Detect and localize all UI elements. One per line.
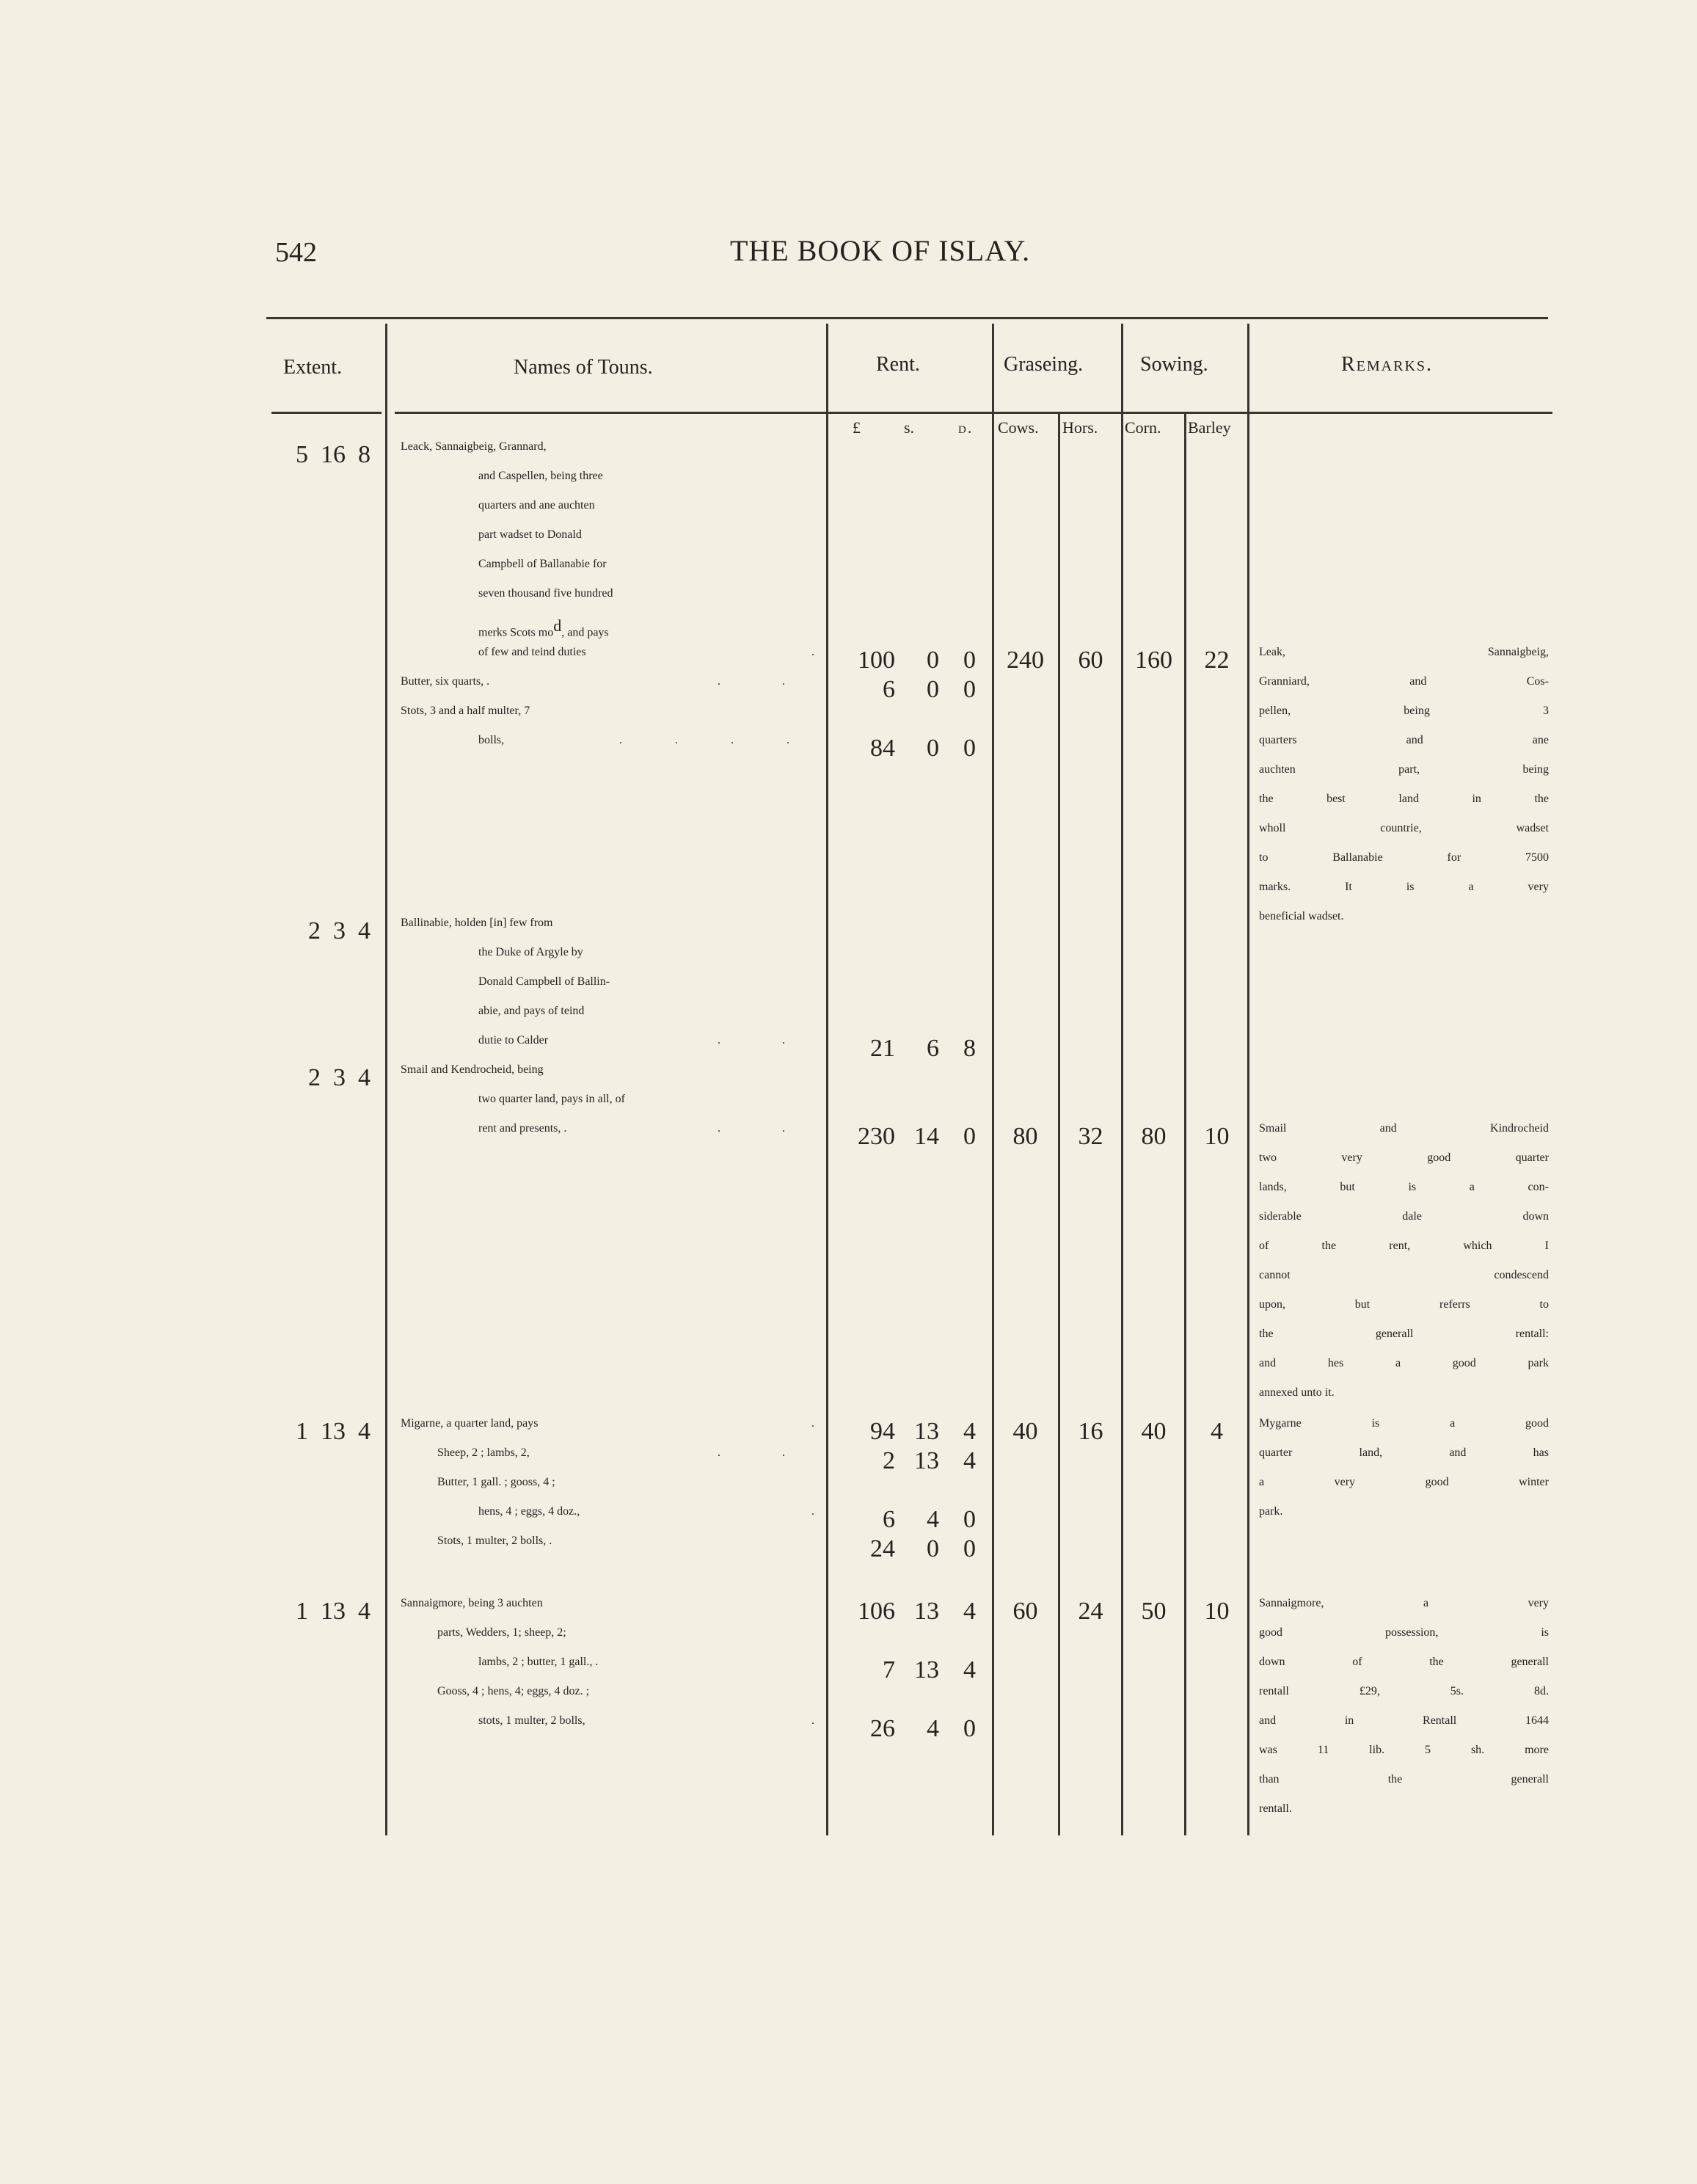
toun-line: Leack, Sannaigbeig, Grannard, bbox=[401, 440, 547, 453]
subhead-pence: d. bbox=[958, 418, 974, 437]
remark-word: £29, bbox=[1359, 1685, 1380, 1697]
rent-pounds: 94 bbox=[870, 1418, 895, 1445]
extent-value: 1 13 4 bbox=[296, 1598, 371, 1625]
rent-pence: 0 bbox=[963, 735, 976, 762]
remarks-block bbox=[1259, 1122, 1549, 1416]
rent-shillings: 13 bbox=[914, 1598, 939, 1625]
toun-line: Stots, 3 and a half multer, 7 bbox=[401, 705, 530, 717]
remark-line bbox=[1259, 1417, 1549, 1446]
subhead-shillings: s. bbox=[904, 418, 915, 437]
remark-word: very bbox=[1528, 1597, 1549, 1609]
remark-line bbox=[1259, 822, 1549, 851]
subhead-cows: Cows. bbox=[998, 418, 1039, 437]
remark-word: land bbox=[1398, 793, 1419, 805]
toun-line bbox=[401, 1714, 814, 1744]
rent-pounds: 6 bbox=[883, 1506, 895, 1533]
barley-value: 22 bbox=[1204, 647, 1230, 674]
remark-word: auchten bbox=[1259, 763, 1296, 776]
toun-line-text: stots, 1 multer, 2 bolls, bbox=[478, 1714, 585, 1727]
rent-pence: 4 bbox=[963, 1447, 976, 1474]
toun-entry bbox=[401, 1417, 814, 1564]
superscript: d bbox=[553, 616, 562, 635]
remark-word: park bbox=[1528, 1357, 1549, 1369]
remark-word: a bbox=[1423, 1597, 1429, 1609]
cows-value: 240 bbox=[1007, 647, 1044, 674]
remark-line bbox=[1259, 1626, 1549, 1656]
rent-pounds: 100 bbox=[858, 647, 895, 674]
col-sowing: Sowing. bbox=[1140, 353, 1208, 376]
remark-line bbox=[1259, 1744, 1549, 1773]
toun-line-text: bolls, bbox=[478, 734, 505, 746]
remark-line bbox=[1259, 675, 1549, 705]
remark-word: more bbox=[1525, 1744, 1549, 1756]
col-remarks: Remarks. bbox=[1341, 353, 1434, 376]
toun-line-text: , and pays bbox=[561, 626, 609, 639]
remark-line bbox=[1259, 1357, 1549, 1386]
rent-shillings: 14 bbox=[914, 1123, 939, 1150]
remarks-block bbox=[1259, 1597, 1549, 1832]
hors-value: 16 bbox=[1078, 1418, 1103, 1445]
remark-word: upon, bbox=[1259, 1298, 1285, 1311]
toun-line bbox=[401, 1034, 814, 1063]
hors-value: 60 bbox=[1078, 647, 1103, 674]
remark-word: and bbox=[1259, 1357, 1277, 1369]
rent-shillings: 4 bbox=[927, 1506, 939, 1533]
leader-dots: . . bbox=[718, 1446, 814, 1459]
remark-word: con- bbox=[1528, 1181, 1549, 1193]
rent-pounds: 106 bbox=[858, 1598, 895, 1625]
col-names: Names of Touns. bbox=[514, 356, 653, 379]
rent-shillings: 13 bbox=[914, 1447, 939, 1474]
rent-pounds: 2 bbox=[883, 1447, 895, 1474]
remark-word: very bbox=[1341, 1151, 1362, 1164]
toun-line: two quarter land, pays in all, of bbox=[478, 1093, 625, 1105]
rent-shillings: 6 bbox=[927, 1035, 939, 1062]
rent-shillings: 0 bbox=[927, 676, 939, 703]
subhead-barley: Barley bbox=[1188, 418, 1231, 437]
toun-entry bbox=[401, 1597, 814, 1744]
toun-line bbox=[401, 646, 814, 675]
toun-line: Campbell of Ballanabie for bbox=[478, 558, 607, 570]
rent-pence: 0 bbox=[963, 676, 976, 703]
remark-line bbox=[1259, 1773, 1549, 1802]
remark-word: and bbox=[1409, 675, 1427, 688]
rent-pence: 0 bbox=[963, 1123, 976, 1150]
remark-word: I bbox=[1544, 1240, 1549, 1252]
remark-word: good bbox=[1259, 1626, 1282, 1639]
remark-word: good bbox=[1425, 1476, 1449, 1488]
remark-word: in bbox=[1344, 1714, 1354, 1727]
toun-line: Sannaigmore, being 3 auchten bbox=[401, 1597, 543, 1609]
remark-word: but bbox=[1340, 1181, 1355, 1193]
remark-word: the bbox=[1534, 793, 1549, 805]
subhead-hors: Hors. bbox=[1062, 418, 1098, 437]
remark-line bbox=[1259, 1656, 1549, 1685]
remark-word: the bbox=[1259, 1328, 1274, 1340]
remark-word: for bbox=[1447, 851, 1461, 864]
toun-line-text: Migarne, a quarter land, pays bbox=[401, 1417, 539, 1430]
rent-pounds: 7 bbox=[883, 1656, 895, 1684]
remark-word: Sannaigbeig, bbox=[1487, 646, 1549, 658]
remark-word: in bbox=[1472, 793, 1481, 805]
toun-line: Smail and Kendrocheid, being bbox=[401, 1063, 544, 1076]
names-underline bbox=[395, 412, 1552, 414]
remark-word: pellen, bbox=[1259, 705, 1291, 717]
remark-word: best bbox=[1326, 793, 1346, 805]
remark-word: 5 bbox=[1425, 1744, 1431, 1756]
remark-word: marks. bbox=[1259, 881, 1291, 893]
remark-word: wholl bbox=[1259, 822, 1286, 834]
cows-value: 60 bbox=[1012, 1598, 1038, 1625]
corn-value: 40 bbox=[1141, 1418, 1167, 1445]
toun-line-text: rent and presents, . bbox=[478, 1122, 567, 1135]
toun-line bbox=[401, 1122, 814, 1151]
remark-line bbox=[1259, 763, 1549, 793]
remark-word: generall bbox=[1375, 1328, 1414, 1340]
remark-word: being bbox=[1522, 763, 1549, 776]
running-title: THE BOOK OF ISLAY. bbox=[730, 234, 1031, 267]
cows-value: 80 bbox=[1012, 1123, 1038, 1150]
remark-word: than bbox=[1259, 1773, 1280, 1786]
leader-dots: . bbox=[811, 1505, 814, 1518]
remark-line bbox=[1259, 1476, 1549, 1505]
extent-underline bbox=[271, 412, 382, 414]
remark-word: to bbox=[1539, 1298, 1549, 1311]
remark-word: generall bbox=[1511, 1773, 1549, 1786]
remark-word: Mygarne bbox=[1259, 1417, 1302, 1430]
subhead-pounds: £ bbox=[853, 418, 861, 437]
toun-line bbox=[401, 734, 814, 763]
toun-line: Ballinabie, holden [in] few from bbox=[401, 917, 553, 929]
remark-word: quarter bbox=[1259, 1446, 1293, 1459]
remark-word: is bbox=[1406, 881, 1415, 893]
remark-word: wadset bbox=[1516, 822, 1549, 834]
remark-word: very bbox=[1528, 881, 1549, 893]
toun-line: the Duke of Argyle by bbox=[478, 946, 583, 958]
corn-value: 160 bbox=[1135, 647, 1172, 674]
remark-line bbox=[1259, 1210, 1549, 1240]
remark-word: to bbox=[1259, 851, 1269, 864]
toun-line: abie, and pays of teind bbox=[478, 1005, 585, 1017]
remark-line bbox=[1259, 881, 1549, 910]
remark-line bbox=[1259, 1181, 1549, 1210]
col-extent: Extent. bbox=[283, 356, 343, 379]
remark-word: a bbox=[1450, 1417, 1456, 1430]
toun-line bbox=[401, 675, 814, 705]
remark-word: a bbox=[1468, 881, 1474, 893]
remark-word: winter bbox=[1519, 1476, 1549, 1488]
toun-line: Gooss, 4 ; hens, 4; eggs, 4 doz. ; bbox=[437, 1685, 590, 1697]
remark-line: annexed unto it. bbox=[1259, 1386, 1335, 1399]
rent-pounds: 230 bbox=[858, 1123, 895, 1150]
remark-word: hes bbox=[1327, 1357, 1344, 1369]
toun-entry bbox=[401, 1063, 814, 1151]
hors-value: 32 bbox=[1078, 1123, 1103, 1150]
remark-line: beneficial wadset. bbox=[1259, 910, 1344, 922]
remark-word: lands, bbox=[1259, 1181, 1287, 1193]
extent-value: 1 13 4 bbox=[296, 1418, 371, 1445]
col-rent: Rent. bbox=[876, 353, 920, 376]
remark-word: Leak, bbox=[1259, 646, 1285, 658]
toun-line bbox=[401, 616, 814, 646]
remark-word: condescend bbox=[1494, 1269, 1549, 1281]
remark-word: was bbox=[1259, 1744, 1277, 1756]
remark-word: Smail bbox=[1259, 1122, 1287, 1135]
rule-sowing-remarks bbox=[1247, 324, 1249, 1835]
toun-entry bbox=[401, 917, 814, 1063]
toun-line-text: Butter, six quarts, . bbox=[401, 675, 490, 688]
remark-word: the bbox=[1429, 1656, 1444, 1668]
remark-word: 5s. bbox=[1450, 1685, 1464, 1697]
extent-value: 5 16 8 bbox=[296, 441, 371, 468]
remark-word: the bbox=[1321, 1240, 1337, 1252]
remark-line bbox=[1259, 1597, 1549, 1626]
remark-word: of bbox=[1352, 1656, 1362, 1668]
rent-pounds: 26 bbox=[870, 1715, 895, 1742]
toun-line: lambs, 2 ; butter, 1 gall., . bbox=[478, 1656, 599, 1668]
rule-extent-names bbox=[385, 324, 387, 1835]
remark-word: quarters bbox=[1259, 734, 1297, 746]
subhead-corn: Corn. bbox=[1125, 418, 1161, 437]
remark-word: two bbox=[1259, 1151, 1277, 1164]
rent-pence: 0 bbox=[963, 1715, 976, 1742]
remark-word: rentall: bbox=[1515, 1328, 1549, 1340]
remark-word: part, bbox=[1398, 763, 1420, 776]
barley-value: 10 bbox=[1204, 1598, 1230, 1625]
remark-line bbox=[1259, 1151, 1549, 1181]
remark-word: Granniard, bbox=[1259, 675, 1310, 688]
leader-dots: . . bbox=[718, 1122, 814, 1135]
remark-word: the bbox=[1259, 793, 1274, 805]
remark-word: quarter bbox=[1515, 1151, 1549, 1164]
remark-word: a bbox=[1469, 1181, 1475, 1193]
remark-line bbox=[1259, 1714, 1549, 1744]
hors-value: 24 bbox=[1078, 1598, 1103, 1625]
remark-word: is bbox=[1408, 1181, 1417, 1193]
toun-line: Donald Campbell of Ballin- bbox=[478, 975, 610, 988]
barley-value: 10 bbox=[1204, 1123, 1230, 1150]
remark-line bbox=[1259, 1685, 1549, 1714]
remark-word: siderable bbox=[1259, 1210, 1302, 1223]
remark-line bbox=[1259, 646, 1549, 675]
remark-word: Rentall bbox=[1423, 1714, 1457, 1727]
toun-line bbox=[401, 1446, 814, 1476]
leader-dots: . bbox=[811, 646, 814, 658]
remarks-block bbox=[1259, 1417, 1549, 1535]
remark-word: 3 bbox=[1542, 705, 1549, 717]
remark-word: possession, bbox=[1384, 1626, 1439, 1639]
remark-word: 8d. bbox=[1533, 1685, 1549, 1697]
remark-word: countrie, bbox=[1380, 822, 1422, 834]
remark-word: is bbox=[1541, 1626, 1549, 1639]
rent-pounds: 21 bbox=[870, 1035, 895, 1062]
remark-word: and bbox=[1449, 1446, 1467, 1459]
remark-word: rent, bbox=[1389, 1240, 1411, 1252]
remark-word: sh. bbox=[1470, 1744, 1485, 1756]
rent-pence: 4 bbox=[963, 1598, 976, 1625]
remark-word: is bbox=[1371, 1417, 1380, 1430]
toun-line: seven thousand five hundred bbox=[478, 587, 613, 600]
rent-shillings: 0 bbox=[927, 647, 939, 674]
extent-value: 2 3 4 bbox=[308, 1064, 371, 1091]
leader-dots: . . bbox=[718, 675, 814, 688]
remark-word: 1644 bbox=[1525, 1714, 1549, 1727]
col-graseing: Graseing. bbox=[1004, 353, 1084, 376]
corn-value: 80 bbox=[1141, 1123, 1167, 1150]
toun-line bbox=[401, 1505, 814, 1535]
remark-word: land, bbox=[1359, 1446, 1383, 1459]
corn-value: 50 bbox=[1141, 1598, 1167, 1625]
toun-line-text: dutie to Calder bbox=[478, 1034, 549, 1046]
remark-word: good bbox=[1427, 1151, 1451, 1164]
rent-pence: 8 bbox=[963, 1035, 976, 1062]
remark-line bbox=[1259, 734, 1549, 763]
extent-value: 2 3 4 bbox=[308, 917, 371, 944]
remark-word: dale bbox=[1402, 1210, 1422, 1223]
remark-word: lib. bbox=[1369, 1744, 1385, 1756]
rent-pence: 4 bbox=[963, 1656, 976, 1684]
rent-shillings: 13 bbox=[914, 1656, 939, 1684]
toun-line-text: hens, 4 ; eggs, 4 doz., bbox=[478, 1505, 580, 1518]
remark-word: down bbox=[1522, 1210, 1549, 1223]
remark-word: 7500 bbox=[1525, 851, 1549, 864]
remark-word: generall bbox=[1511, 1656, 1549, 1668]
rent-pence: 4 bbox=[963, 1418, 976, 1445]
remark-word: very bbox=[1334, 1476, 1356, 1488]
rent-pounds: 84 bbox=[870, 735, 895, 762]
toun-line: and Caspellen, being three bbox=[478, 470, 603, 482]
remark-line bbox=[1259, 1122, 1549, 1151]
rent-pounds: 6 bbox=[883, 676, 895, 703]
remark-word: good bbox=[1525, 1417, 1549, 1430]
toun-line bbox=[401, 1417, 814, 1446]
rent-shillings: 0 bbox=[927, 1535, 939, 1562]
remark-word: and bbox=[1259, 1714, 1277, 1727]
table-top-rule bbox=[266, 317, 1548, 319]
remark-word: 11 bbox=[1317, 1744, 1329, 1756]
remark-word: has bbox=[1533, 1446, 1549, 1459]
remark-word: ane bbox=[1532, 734, 1549, 746]
remark-line bbox=[1259, 851, 1549, 881]
remark-word: and bbox=[1406, 734, 1423, 746]
toun-line: Butter, 1 gall. ; gooss, 4 ; bbox=[437, 1476, 555, 1488]
remarks-block bbox=[1259, 646, 1549, 939]
remark-word: cannot bbox=[1259, 1269, 1291, 1281]
remark-word: good bbox=[1452, 1357, 1476, 1369]
remark-line bbox=[1259, 1328, 1549, 1357]
rent-pence: 0 bbox=[963, 1535, 976, 1562]
page-number: 542 bbox=[275, 237, 317, 268]
rent-pence: 0 bbox=[963, 1506, 976, 1533]
remark-word: the bbox=[1387, 1773, 1403, 1786]
toun-line: part wadset to Donald bbox=[478, 528, 582, 541]
remark-word: being bbox=[1404, 705, 1430, 717]
remark-word: but bbox=[1354, 1298, 1371, 1311]
remark-line bbox=[1259, 793, 1549, 822]
remark-line bbox=[1259, 1298, 1549, 1328]
remark-word: of bbox=[1259, 1240, 1269, 1252]
leader-dots: . bbox=[811, 1714, 814, 1727]
leader-dots: . bbox=[811, 1417, 814, 1430]
toun-line: parts, Wedders, 1; sheep, 2; bbox=[437, 1626, 566, 1639]
rent-shillings: 0 bbox=[927, 735, 939, 762]
remark-word: Kindrocheid bbox=[1490, 1122, 1549, 1135]
remark-word: which bbox=[1463, 1240, 1492, 1252]
barley-value: 4 bbox=[1211, 1418, 1223, 1445]
rent-pounds: 24 bbox=[870, 1535, 895, 1562]
rule-names-rent bbox=[826, 324, 828, 1835]
remark-word: Ballanabie bbox=[1332, 851, 1383, 864]
rent-shillings: 4 bbox=[927, 1715, 939, 1742]
remark-word: a bbox=[1259, 1476, 1265, 1488]
toun-line-text: of few and teind duties bbox=[478, 646, 586, 658]
remark-line: rentall. bbox=[1259, 1802, 1292, 1815]
leader-dots: . . bbox=[718, 1034, 814, 1046]
remark-word: referrs bbox=[1439, 1298, 1470, 1311]
remark-line: park. bbox=[1259, 1505, 1283, 1518]
remark-word: a bbox=[1395, 1357, 1401, 1369]
cows-value: 40 bbox=[1012, 1418, 1038, 1445]
toun-line: Stots, 1 multer, 2 bolls, . bbox=[437, 1535, 552, 1547]
remark-word: It bbox=[1345, 881, 1352, 893]
toun-line: quarters and ane auchten bbox=[478, 499, 595, 512]
rent-shillings: 13 bbox=[914, 1418, 939, 1445]
toun-line-text: Sheep, 2 ; lambs, 2, bbox=[437, 1446, 530, 1459]
remark-word: and bbox=[1379, 1122, 1397, 1135]
toun-entry bbox=[401, 440, 814, 763]
remark-line bbox=[1259, 1240, 1549, 1269]
leader-dots: . . . . bbox=[619, 734, 814, 746]
remark-word: Cos- bbox=[1526, 675, 1549, 688]
remark-word: down bbox=[1259, 1656, 1285, 1668]
rent-pence: 0 bbox=[963, 647, 976, 674]
remark-line bbox=[1259, 1269, 1549, 1298]
remark-word: rentall bbox=[1259, 1685, 1289, 1697]
remark-word: Sannaigmore, bbox=[1259, 1597, 1324, 1609]
remark-line bbox=[1259, 705, 1549, 734]
toun-line-text: merks Scots mo bbox=[478, 626, 554, 639]
remark-line bbox=[1259, 1446, 1549, 1476]
